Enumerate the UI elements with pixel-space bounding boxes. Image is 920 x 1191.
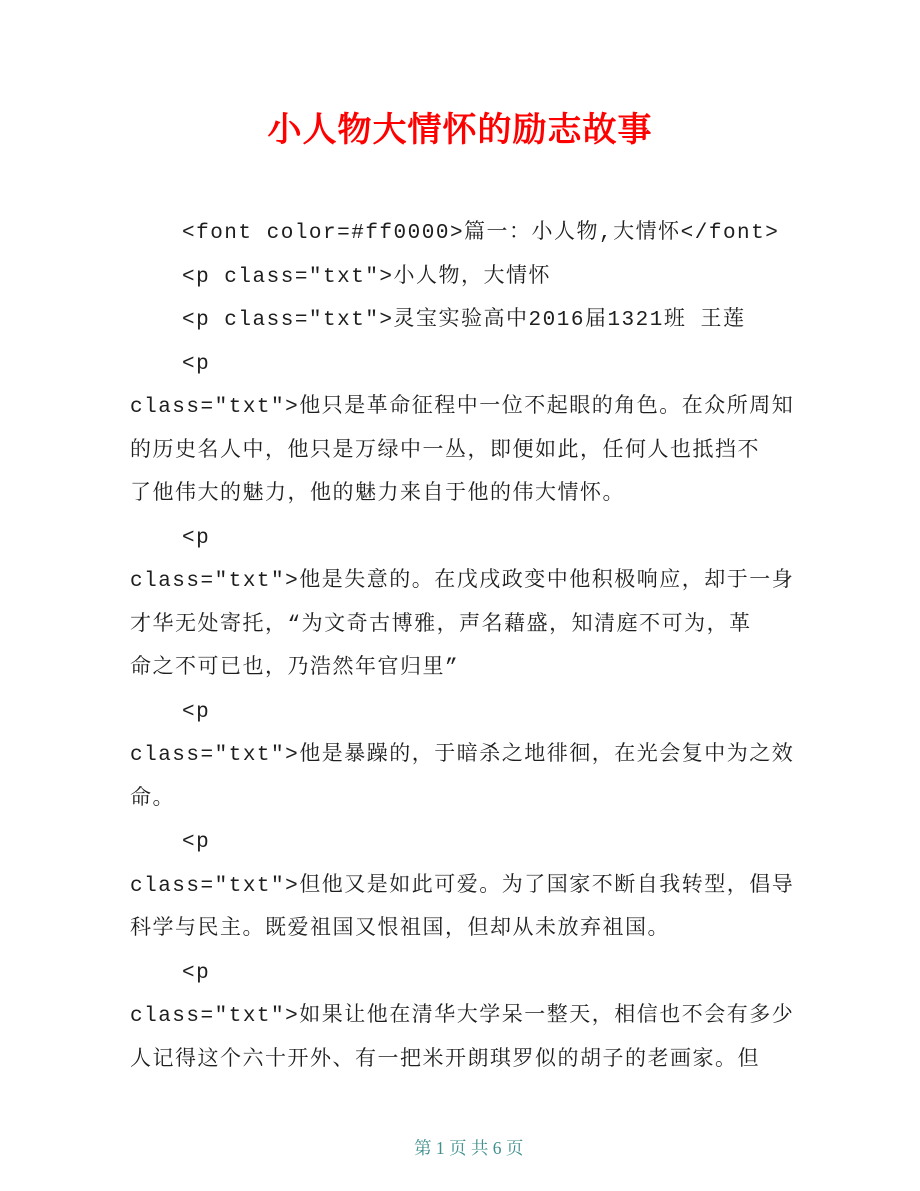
text-line: 人记得这个六十开外、有一把米开朗琪罗似的胡子的老画家。但 [130, 1048, 760, 1072]
text-line: 的历史名人中，他只是万绿中一丛，即便如此，任何人也抵挡不 [130, 439, 760, 463]
text-line: 命。 [130, 787, 175, 811]
text-line: class="txt">他只是革命征程中一位不起眼的角色。在众所周知 [130, 396, 795, 419]
page-number: 第 1 页 共 6 页 [414, 1138, 524, 1158]
text-line: 科学与民主。既爱祖国又恨祖国，但却从未放弃祖国。 [130, 918, 670, 941]
text-line: <p class="txt">灵宝实验高中2016届1321班 王莲 [182, 309, 746, 332]
page-footer [0, 1112, 920, 1184]
document-title: 小人物大情怀的励志故事 [267, 111, 653, 149]
text-line: <p [182, 352, 211, 376]
text-line: 了他伟大的魅力，他的魅力来自于他的伟大情怀。 [130, 483, 625, 506]
text-line: class="txt">他是暴躁的，于暗杀之地徘徊，在光会复中为之效 [130, 744, 795, 767]
text-line: class="txt">但他又是如此可爱。为了国家不断自我转型，倡导 [130, 874, 795, 898]
document-body [130, 212, 820, 1082]
text-line: <p class="txt">小人物，大情怀 [182, 265, 552, 289]
text-line: <p [182, 700, 211, 724]
text-line: <p [182, 831, 211, 854]
text-line: 命之不可已也，乃浩然年官归里” [130, 657, 460, 680]
text-line: <p [182, 526, 211, 550]
text-line: 才华无处寄托，“为文奇古博雅，声名藉盛，知清庭不可为，革 [130, 613, 752, 637]
text-line: class="txt">如果让他在清华大学呆一整天，相信也不会有多少 [130, 1005, 795, 1028]
text-line: <font color=#ff0000>篇一：小人物,大情怀</font> [182, 222, 780, 245]
text-line: <p [182, 961, 211, 985]
text-line: class="txt">他是失意的。在戊戌政变中他积极响应，却于一身 [130, 570, 795, 593]
